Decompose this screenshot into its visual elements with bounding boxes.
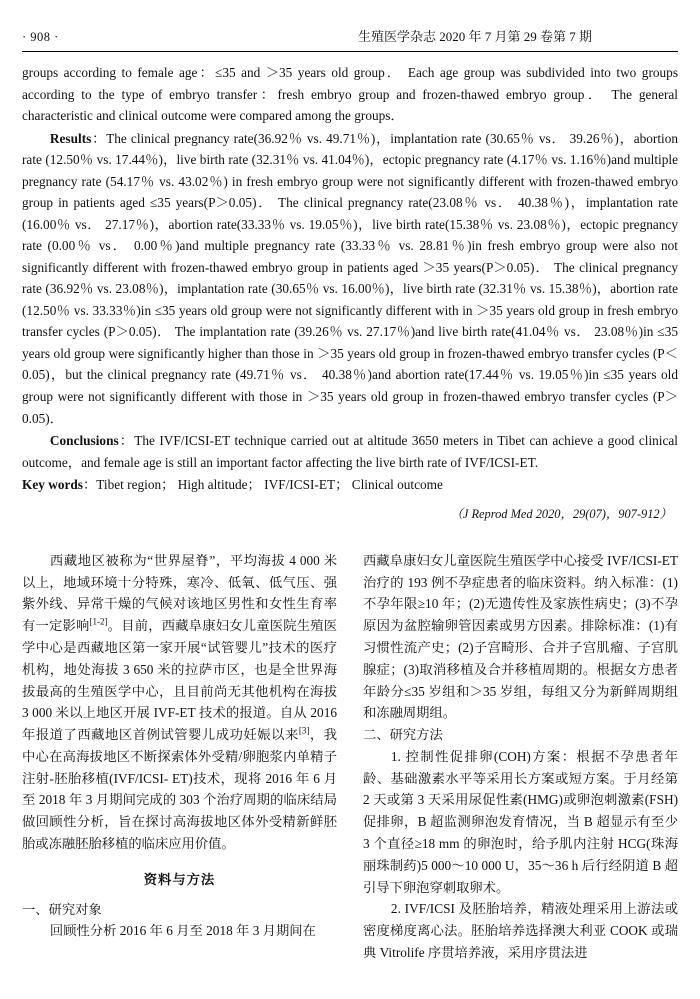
header-rule <box>22 51 678 52</box>
conclusions-text: The IVF/ICSI-ET technique carried out at altitude 3650 meters in Tibet can achieve a good clinical outcome，and female age is still an important factor affecting the live birth rate of IVF/ICSI-ET. <box>22 433 678 470</box>
right-paragraph-3: 2. IVF/ICSI 及胚胎培养，精液处理采用上游法或密度梯度离心法。胚胎培养选择澳大利亚 COOK 或瑞典 Vitrolife 序贯培养液，采用序贯法进 <box>363 901 678 961</box>
body-columns <box>22 550 678 964</box>
right-paragraph-1: 西藏阜康妇女儿童医院生殖医学中心接受 IVF/ICSI-ET 治疗的 193 例不孕症患者的临床资料。纳入标准：(1)不孕年限≥10 年；(2)无遗传性及家族性病史；(3)不孕原因为盆腔输卵管因素或男方因素。排除标准：(1)有习惯性流产史；(2)子宫畸形、合并子宫肌瘤、子宫肌腺症；(3)取消移植及合并移植周期的。根据女方患者年龄分≤35 岁组和＞35 岁组，每组又分为新鲜周期组和冻融周期组。 <box>363 552 678 721</box>
source-citation: （J Reprod Med 2020，29(07)，907-912） <box>450 506 672 521</box>
keywords-separator: ： <box>82 477 97 493</box>
running-head <box>22 26 678 49</box>
left-paragraph-1 <box>22 550 337 855</box>
left-p1-part3: ，我中心在高海拔地区不断探索体外受精/卵胞浆内单精子注射-胚胎移植(IVF/ICSI- ET)技术，现将 2016 年 6 月至 2018 年 3 月期间完成的 303 个治疗周期的临床结局做回顾性分析，旨在探讨高海拔地区体外受精新鲜胚胎或冻融胚胎移植的临床应用价值。 <box>22 727 338 852</box>
citation-ref-3: [3] <box>298 725 310 736</box>
keywords-paragraph <box>22 474 678 496</box>
keywords-label: Key words <box>22 477 83 493</box>
left-paragraph-2: 回顾性分析 2016 年 6 月至 2018 年 3 月期间在 <box>49 923 316 939</box>
left-column <box>22 550 337 964</box>
results-text: The clinical pregnancy rate(36.92％ vs. 49.71％)，implantation rate (30.65％ vs． 39.26％)，abortion rate (12.50％ vs. 17.44％)，live birth rate (32.31％ vs. 41.04％)，ectopic pregnancy rate (4.17％ vs. 1.16％)and multiple pregnancy rate (54.17％ vs. 43.02％) in fresh embryo group were not significantly different with frozen-thawed embryo group in patients aged ≤35 years(P＞0.05)． The clinical pregnancy rate(23.08％ vs． 40.38％)，implantation rate (16.00％ vs． 27.17％)，abortion rate(33.33％ vs. 19.05％)，live birth rate(15.38％ vs. 23.08％)，ectopic pregnancy rate (0.00％ vs． 0.00％)and multiple pregnancy rate (33.33％ vs. 28.81％)in fresh embryo group were also not significantly different with frozen-thawed embryo group in patients aged ＞35 years(P＞0.05)． The clinical pregnancy rate (36.92％ vs. 23.08％)，implantation rate (30.65％ vs. 16.00％)，live birth rate (32.31％ vs. 15.38％)，abortion rate (12.50％ vs. 33.33％)in ≤35 years old group were not significantly different with in ＞35 years old group in fresh embryo transfer cycles (P＞0.05)． The implantation rate (39.26％ vs. 27.17％)and live birth rate(41.04％ vs． 23.08％)in ≤35 years old group were significantly higher than those in ＞35 years old group in frozen-thawed embryo transfer cycles (P＜0.05)，but the clinical pregnancy rate (49.71％ vs． 40.38％)and abortion rate(17.44％ vs. 19.05％)in ≤35 years old group were not significantly different with those in ＞35 years old group in frozen-thawed embryo transfer cycles (P＞0.05)． <box>22 130 679 426</box>
left-p1-part1: 西藏地区被称为“世界屋脊”，平均海拔 4 000 米以上，地域环境十分特殊，寒冷、低氧、低气压、强紫外线、异常干燥的气候对该地区男性和女性生育率有一定影响 <box>22 552 337 634</box>
journal-title: 生殖医学杂志 2020 年 7 月第 29 卷第 7 期 <box>357 29 592 44</box>
page-folio: · 908 · <box>22 30 59 44</box>
conclusions-label: Conclusions <box>49 433 119 449</box>
results-label: Results <box>49 130 92 146</box>
abstract-block <box>22 62 678 524</box>
conclusions-separator: ： <box>118 433 135 449</box>
citation-ref-1: [1-2] <box>89 616 108 627</box>
subsection-heading-methods: 二、研究方法 <box>363 727 443 743</box>
results-paragraph <box>22 128 678 429</box>
abstract-continued-paragraph: groups according to female age：≤35 and ＞35 years old group． Each age group was subdivided into two groups according to the type of embryo transfer：fresh embryo group and frozen-thawed embryo group． The general characteristic and clinical outcome were compared among the groups． <box>22 65 678 124</box>
results-separator: ： <box>91 130 107 146</box>
right-paragraph-2: 1. 控制性促排卵(COH)方案：根据不孕患者年龄、基础激素水平等采用长方案或短方案。于月经第 2 天或第 3 天采用尿促性素(HMG)或卵泡刺激素(FSH)促排卵，B 超监测卵泡发育情况，当 B 超显示有至少 3 个直径≥18 mm 的卵泡时，给予肌内注射 HCG(珠海丽珠制药)5 000～10 000 U，35～36 h 后行经阴道 B 超引导下卵泡穿刺取卵术。 <box>363 748 678 895</box>
conclusions-paragraph <box>22 430 678 473</box>
subsection-heading-subjects: 一、研究对象 <box>22 901 102 917</box>
left-p1-part2: 。目前，西藏阜康妇女儿童医院生殖医学中心是西藏地区第一家开展“试管婴儿”技术的医疗机构，地处海拔 3 650 米的拉萨市区，也是全世界海拔最高的生殖医学中心，且目前尚无其他机构在海拔 3 000 米以上地区开展 IVF-ET 技术的报道。自从 2016 年报道了西藏地区首例试管婴儿成功妊娠以来 <box>22 618 337 743</box>
right-column <box>363 550 678 964</box>
section-heading-materials-methods: 资料与方法 <box>143 871 216 887</box>
keywords-text: Tibet region； High altitude； IVF/ICSI-ET； Clinical outcome <box>96 477 443 493</box>
